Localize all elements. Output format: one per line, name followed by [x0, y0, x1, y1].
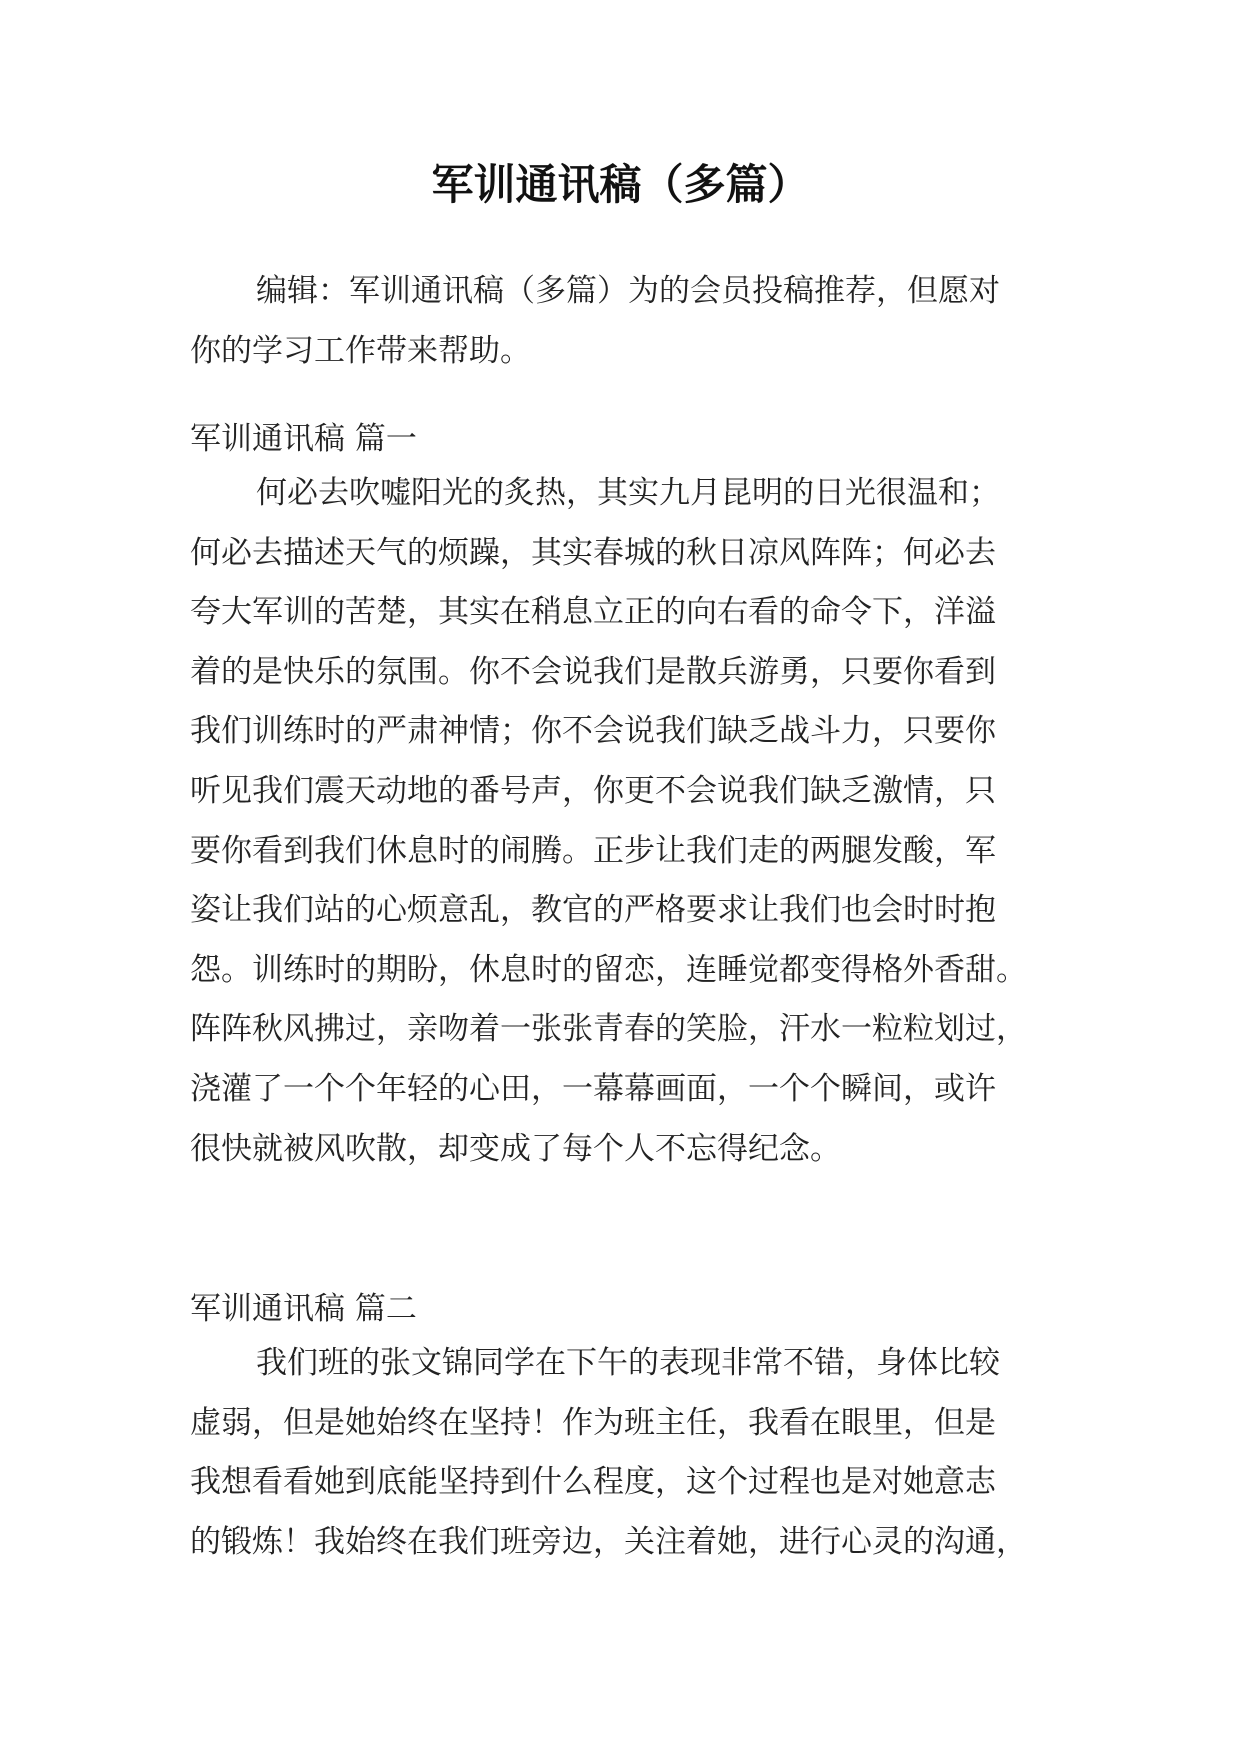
document-title: 军训通讯稿（多篇）	[431, 160, 810, 209]
body-line: 虚弱，但是她始终在坚持！作为班主任，我看在眼里，但是	[190, 1404, 996, 1441]
body-line: 怨。训练时的期盼，休息时的留恋，连睡觉都变得格外香甜。	[190, 951, 1027, 988]
section-heading: 军训通讯稿 篇二	[190, 1291, 417, 1327]
intro-line: 编辑：军训通讯稿（多篇）为的会员投稿推荐，但愿对	[256, 273, 1000, 309]
body-line: 听见我们震天动地的番号声，你更不会说我们缺乏激情，只	[190, 772, 996, 809]
body-line: 要你看到我们休息时的闹腾。正步让我们走的两腿发酸，军	[190, 832, 996, 869]
body-line: 阵阵秋风拂过，亲吻着一张张青春的笑脸，汗水一粒粒划过，	[190, 1011, 1027, 1048]
body-line: 我们班的张文锦同学在下午的表现非常不错，身体比较	[256, 1345, 1000, 1381]
body-line: 的锻炼！我始终在我们班旁边，关注着她，进行心灵的沟通，	[190, 1523, 1027, 1560]
body-line: 姿让我们站的心烦意乱，教官的严格要求让我们也会时时抱	[190, 892, 996, 929]
body-line: 浇灌了一个个年轻的心田，一幕幕画面，一个个瞬间，或许	[190, 1070, 996, 1107]
intro-line: 你的学习工作带来帮助。	[190, 332, 531, 369]
body-line: 何必去描述天气的烦躁，其实春城的秋日凉风阵阵；何必去	[190, 534, 996, 571]
section-2-body	[190, 1334, 1070, 1572]
body-line: 我们训练时的严肃神情；你不会说我们缺乏战斗力，只要你	[190, 713, 996, 750]
section-1-body	[190, 464, 1070, 1179]
body-line: 着的是快乐的氛围。你不会说我们是散兵游勇，只要你看到	[190, 653, 996, 690]
body-line: 何必去吹嘘阳光的炙热，其实九月昆明的日光很温和；	[256, 475, 1000, 511]
body-line: 我想看看她到底能坚持到什么程度，这个过程也是对她意志	[190, 1464, 996, 1501]
body-line: 夸大军训的苦楚，其实在稍息立正的向右看的命令下，洋溢	[190, 594, 996, 631]
intro-paragraph	[190, 262, 1070, 381]
body-line: 很快就被风吹散，却变成了每个人不忘得纪念。	[190, 1130, 841, 1167]
section-heading: 军训通讯稿 篇一	[190, 421, 417, 457]
